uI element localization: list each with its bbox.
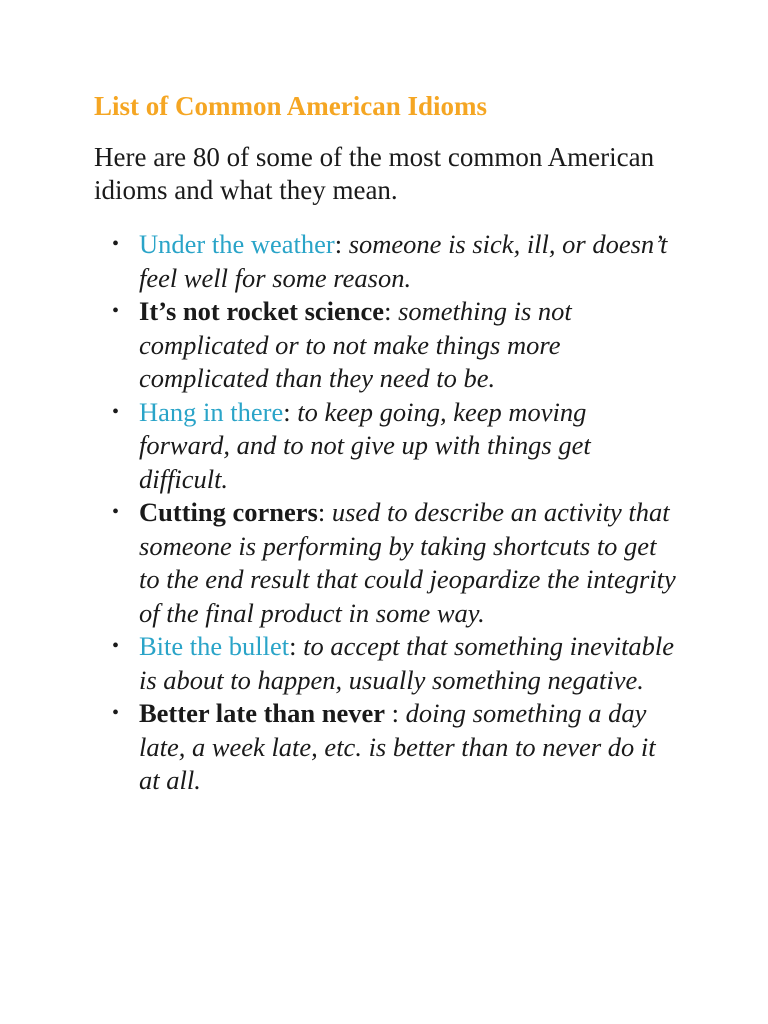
idiom-definition: someone is sick, ill, or doesn’t feel well for some reason. xyxy=(139,229,668,293)
idiom-separator: : xyxy=(283,396,298,427)
idiom-separator: : xyxy=(317,497,332,527)
idiom-item xyxy=(112,295,682,396)
idiom-item xyxy=(112,396,682,497)
idiom-separator: : xyxy=(334,229,349,259)
idiom-definition: something is not complicated or to not make things more complicated than they need to be. xyxy=(139,296,572,393)
bullet-icon: • xyxy=(112,233,120,255)
page-title: List of Common American Idioms xyxy=(94,91,487,121)
idiom-item xyxy=(112,496,682,630)
idiom-separator: : xyxy=(385,698,406,728)
idiom-definition: to keep going, keep moving forward, and to not give up with things get difficult. xyxy=(139,396,591,494)
bullet-icon: • xyxy=(112,501,120,523)
bullet-icon: • xyxy=(112,702,120,724)
idiom-list xyxy=(112,228,682,798)
bullet-icon: • xyxy=(112,635,120,657)
idiom-separator: : xyxy=(289,631,304,661)
idiom-item xyxy=(112,228,682,295)
idiom-term: Cutting corners xyxy=(139,497,318,527)
bullet-icon: • xyxy=(112,300,120,322)
intro-paragraph: Here are 80 of some of the most common American idioms and what they mean. xyxy=(94,142,655,205)
bullet-icon: • xyxy=(112,400,120,423)
idiom-term: Hang in there xyxy=(139,396,284,427)
idiom-definition: used to describe an activity that someone is performing by taking shortcuts to get to the end result that could jeopardize the integrity of the final product in some way. xyxy=(139,497,676,628)
idiom-term: Better late than never xyxy=(139,698,386,728)
idiom-item xyxy=(112,630,682,697)
idiom-item xyxy=(112,697,682,798)
idiom-term: Bite the bullet xyxy=(139,631,290,661)
idiom-definition: to accept that something inevitable is about to happen, usually something negative. xyxy=(139,631,675,695)
idiom-term: Under the weather xyxy=(139,229,335,259)
idiom-separator: : xyxy=(384,296,399,326)
idiom-definition: doing something a day late, a week late, etc. is better than to never do it at all. xyxy=(139,698,656,795)
idiom-term: It’s not rocket science xyxy=(139,296,385,326)
